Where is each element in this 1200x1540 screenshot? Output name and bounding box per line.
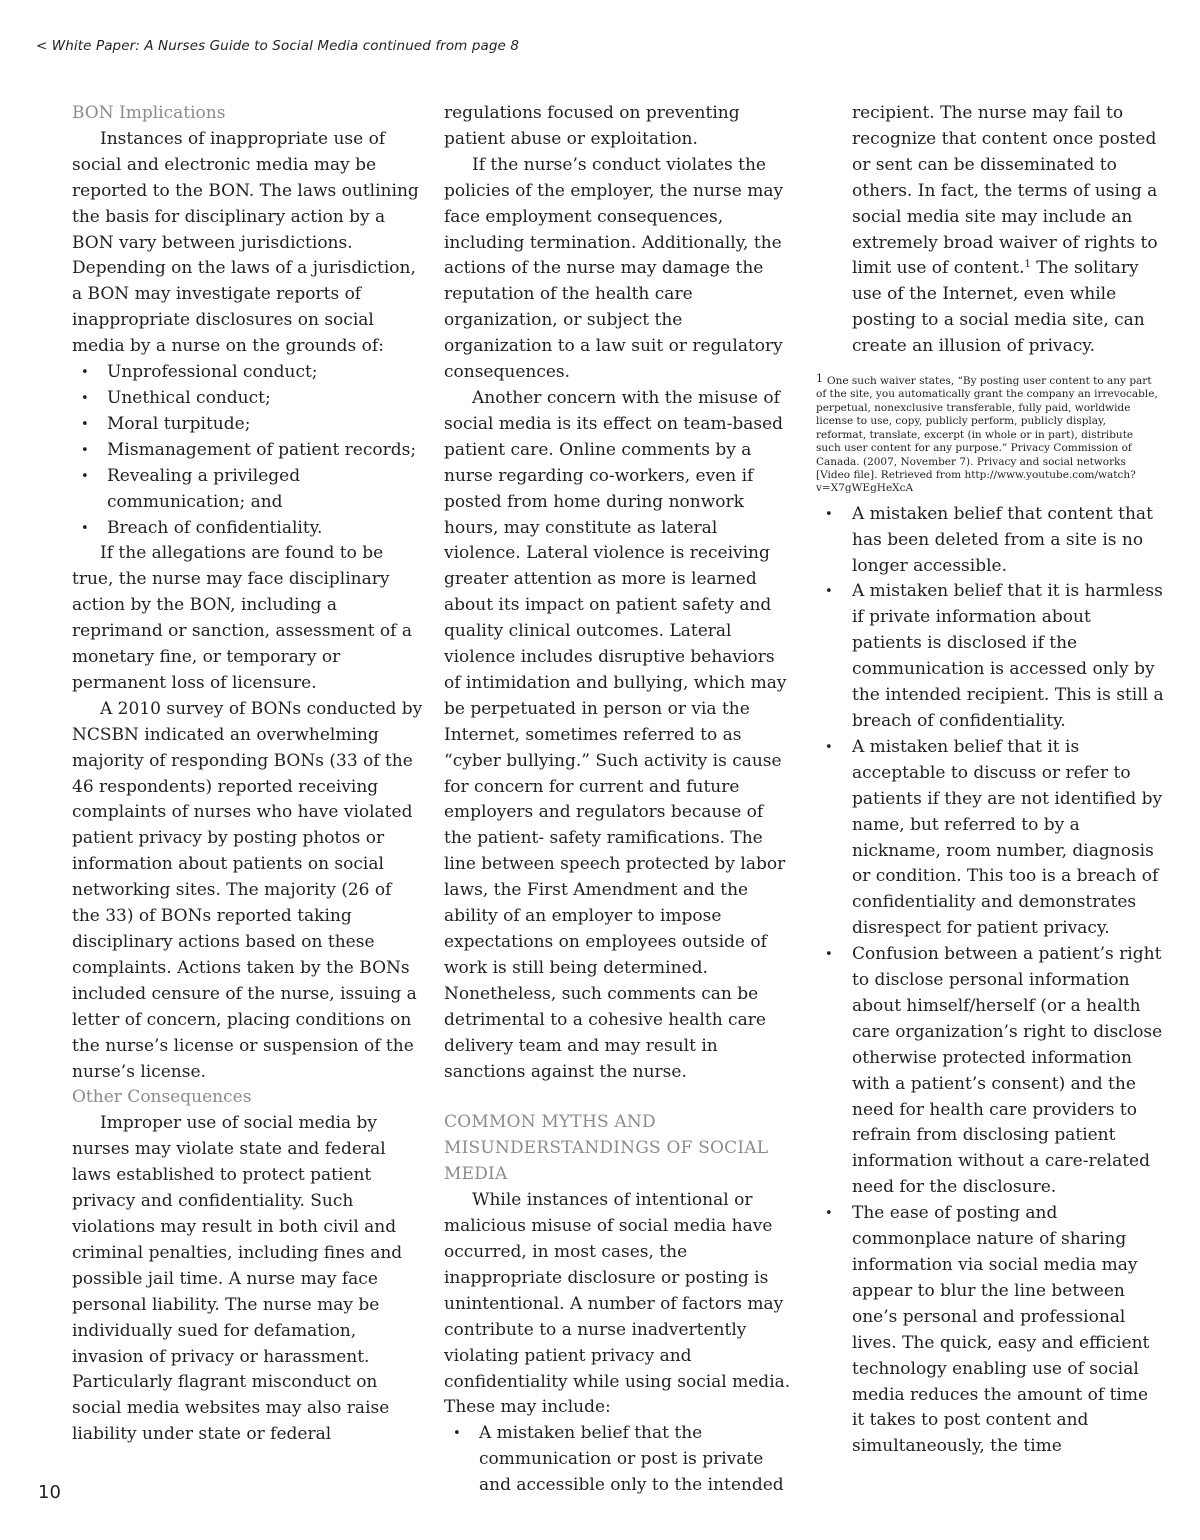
section-heading-common-myths: COMMON MYTHS AND MISUNDERSTANDINGS OF SOCIAL MEDIA [444,1112,769,1185]
running-head: < White Paper: A Nurses Guide to Social Media continued from page 8 [36,38,520,54]
footnote-number: 1 [816,372,823,386]
list-item: • A mistaken belief that it is harmless if private information about patients is disclosed if the communication is accessed only by the intended recipient. This is still a breach of confidentiality. [825,581,1164,731]
paragraph: Improper use of social media by nurses may violate state and federal laws established to protect patient privacy and confidentiality. Such violations may result in both civil and criminal penalties, including fines and possible jail time. A nurse may face personal liability. The nurse may be individually sued for defamation, invasion of privacy or harassment. Particularly flagrant misconduct on social media websites may also raise liability under state or federal [72,1113,403,1445]
section-heading-other-consequences: Other Consequences [72,1087,252,1108]
bullet-icon: • [825,584,833,600]
list-item: • Moral turpitude; [72,412,424,438]
paragraph: Instances of inappropriate use of social and electronic media may be reported to the BON. The laws outlining the basis for disciplinary action by a BON vary between jurisdictions. Depending on the laws of a jurisdiction, a BON may investigate reports of inappropriate disclosures on social media by a nurse on the grounds of: [72,128,419,357]
page-number: 10 [38,1482,61,1503]
column-1 [72,101,424,1448]
list-item: • Unprofessional conduct; [72,360,424,386]
list-item: • Unethical conduct; [72,386,424,412]
paragraph: Another concern with the misuse of social media is its effect on team-based patient care. Online comments by a nurse regarding co-workers, even if posted from home during nonwork hours, may constitute as lateral violence. Lateral violence is receiving greater attention as more is learned about its impact on patient safety and quality clinical outcomes. Lateral violence includes disruptive behaviors of intimidation and bullying, which may be perpetuated in person or via the Internet, sometimes referred to as “cyber bullying.” Such activity is cause for concern for current and future employers and regulators because of the patient- safety ramifications. The line between speech protected by labor laws, the First Amendment and the ability of an employer to impose expectations on employees outside of work is still being determined. Nonetheless, such comments can be detrimental to a cohesive health care delivery team and may result in sanctions against the nurse. [444,387,787,1082]
list-item: • A mistaken belief that it is acceptable to discuss or refer to patients if they are not identified by name, but referred to by a nickname, room number, diagnosis or condition. This too is a breach of confidentiality and demonstrates disrespect for patient privacy. [825,736,1163,939]
bullet-icon: • [81,442,89,458]
section-heading-bon-implications: BON Implications [72,103,226,123]
bullet-icon: • [825,506,833,522]
bullet-icon: • [825,947,833,963]
bullet-icon: • [81,468,89,484]
bullet-icon: • [825,739,833,755]
myths-list-start [444,1421,796,1499]
footnote-text: One such waiver states, “By posting user content to any part of the site, you automatically grant the company an irrevocable, perpetual, nonexclusive transferable, fully paid, worldwide license to use, copy, publicly perform, publicly display, reformat, translate, excerpt (in whole or in part), distribute such user content for any purpose.” Privacy Commission of Canada. (2007, November 7). Privacy and social networks [Video file]. Retrieved from http://www.youtube.com/watch?v=X7gWEgHeXcA [816,375,1158,495]
paragraph: While instances of intentional or malicious misuse of social media have occurred, in most cases, the inappropriate disclosure or posting is unintentional. A number of factors may contribute to a nurse inadvertently violating patient privacy and confidentiality while using social media. These may include: [444,1190,791,1418]
myths-list [825,502,1164,1461]
bullet-icon: • [81,390,89,406]
list-item: • A mistaken belief that the communication or post is private and accessible only to the intended [453,1423,784,1496]
column-3 [816,101,1164,1460]
paragraph: If the allegations are found to be true, the nurse may face disciplinary action by the BON, including a reprimand or sanction, assessment of a monetary fine, or temporary or permanent loss of licensure. [72,543,412,693]
bullet-icon: • [453,1426,461,1442]
list-item: • Mismanagement of patient records; [72,438,424,464]
bullet-icon: • [81,416,89,432]
list-item: • Revealing a privileged communication; and [81,465,301,512]
list-item: • Confusion between a patient’s right to disclose personal information about himself/herself (or a health care organization’s right to disclose otherwise protected information with a patient’s consent) and the need for health care providers to refrain from disclosing patient information without a care-related need for the disclosure. [825,944,1163,1198]
paragraph: If the nurse’s conduct violates the policies of the employer, the nurse may face employment consequences, including termination. Additionally, the actions of the nurse may damage the reputation of the health care organization, or subject the organization to a law suit or regulatory consequences. [444,154,784,383]
list-item: • Breach of confidentiality. [72,516,424,542]
bullet-icon: • [81,365,89,381]
list-item-continued: recipient. The nurse may fail to recognize that content once posted or sent can be disseminated to others. In fact, the terms of using a social media site may include an extremely broad waiver of rights to limit use of content.$^1$ The solitary use of the Internet, even while posting to a social media site, can create an illusion of privacy. [852,103,1158,357]
list-item: • A mistaken belief that content that has been deleted from a site is no longer accessible. [825,503,1153,576]
grounds-list [72,360,424,541]
bullet-icon: • [825,1206,833,1222]
paragraph: A 2010 survey of BONs conducted by NCSBN indicated an overwhelming majority of responding BONs (33 of the 46 respondents) reported receiving complaints of nurses who have violated patient privacy by posting photos or information about patients on social networking sites. The majority (26 of the 33) of BONs reported taking disciplinary actions based on these complaints. Actions taken by the BONs included censure of the nurse, issuing a letter of concern, placing conditions on the nurse’s license or suspension of the nurse’s license. [72,698,423,1082]
list-item: • The ease of posting and commonplace nature of sharing information via social media may appear to blur the line between one’s personal and professional lives. The quick, easy and efficient technology enabling use of social media reduces the amount of time it takes to post content and simultaneously, the time [825,1203,1150,1457]
bullet-icon: • [81,520,89,536]
column-2 [444,101,796,1499]
footnote-reference: 1 [1024,259,1031,271]
paragraph-continued: regulations focused on preventing patient abuse or exploitation. [444,103,740,149]
footnote [816,372,1158,496]
